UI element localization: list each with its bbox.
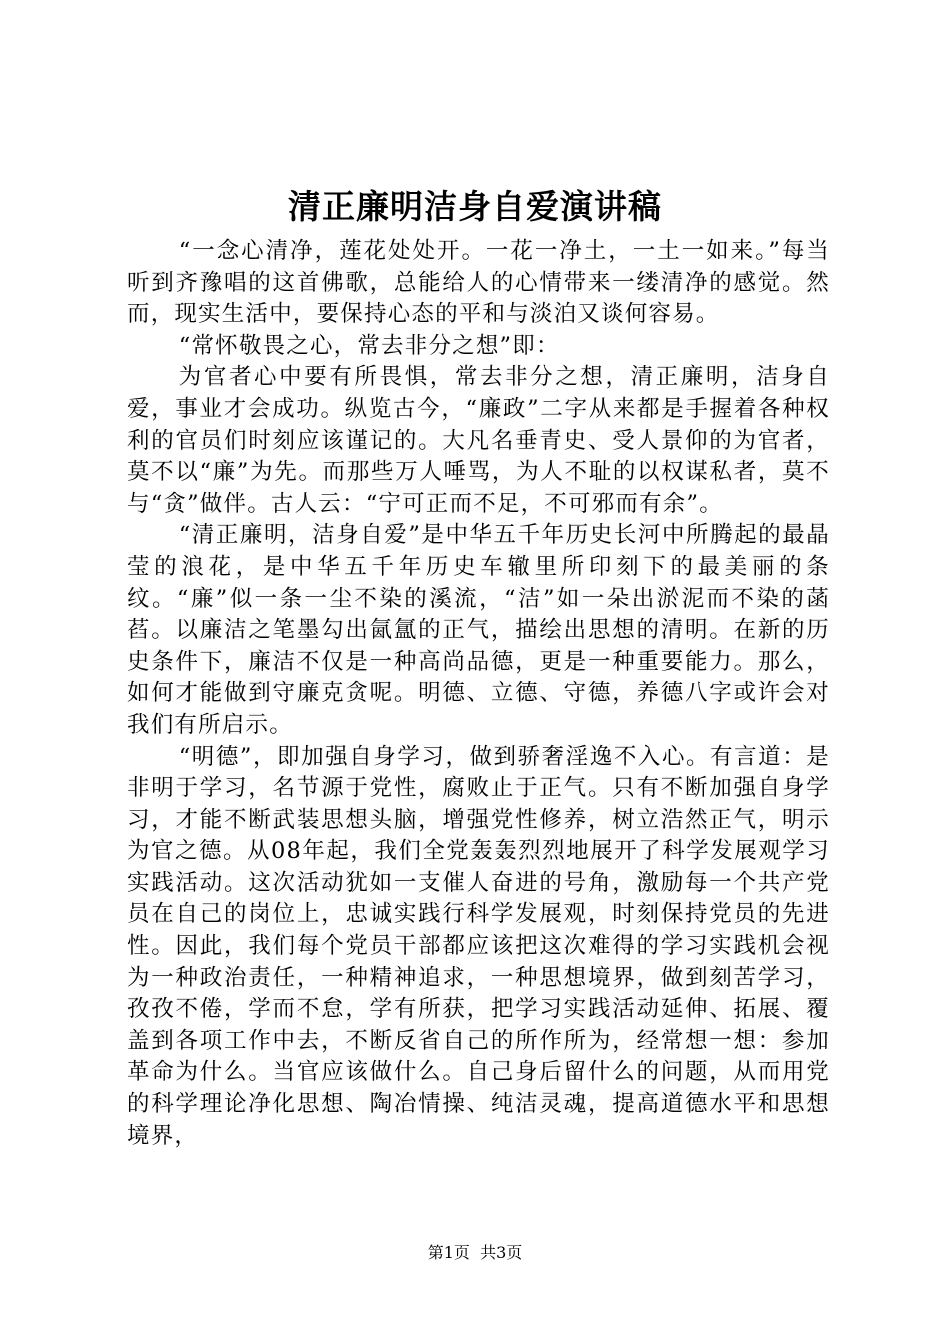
paragraph: “清正廉明，洁身自爱”是中华五千年历史长河中所腾起的最晶莹的浪花，是中华五千年历史车辙里所印刻下的最美丽的条纹。“廉”似一条一尘不染的溪流，“洁”如一朵出淤泥而不染的菡萏。以廉洁之笔墨勾出氤氲的正气，描绘出思想的清明。在新的历史条件下，廉洁不仅是一种高尚品德，更是一种重要能力。那么，如何才能做到守廉克贪呢。明德、立德、守德，养德八字或许会对我们有所启示。 <box>127 522 830 738</box>
footer-separator <box>470 1243 480 1262</box>
paragraph: “明德”，即加强自身学习，做到骄奢淫逸不入心。有言道：是非明于学习，名节源于党性，腐败止于正气。只有不断加强自身学习，才能不断武装思想头脑，增强党性修养，树立浩然正气，明示为官之德。从08年起，我们全党轰轰烈烈地展开了科学发展观学习实践活动。这次活动犹如一支催人奋进的号角，激励每一个共产党员在自己的岗位上，忠诚实践行科学发展观，时刻保持党员的先进性。因此，我们每个党员干部都应该把这次难得的学习实践机会视为一种政治责任，一种精神追求，一种思想境界，做到刻苦学习，孜孜不倦，学而不怠，学有所获，把学习实践活动延伸、拓展、覆盖到各项工作中去，不断反省自己的所作所为，经常想一想：参加革命为什么。当官应该做什么。自己身后留什么的问题，从而用党的科学理论净化思想、陶冶情操、纯洁灵魂，提高道德水平和思想境界， <box>127 743 830 1149</box>
page-total: 共3页 <box>480 1243 523 1262</box>
paragraph: 为官者心中要有所畏惧，常去非分之想，清正廉明，洁身自爱，事业才会成功。纵览古今，“廉政”二字从来都是手握着各种权利的官员们时刻应该谨记的。大凡名垂青史、受人景仰的为官者，莫不以“廉”为先。而那些万人唾骂，为人不耻的以权谋私者，莫不与“贪”做伴。古人云：“宁可正而不足，不可邪而有余”。 <box>127 364 830 517</box>
document-body <box>127 236 830 1152</box>
paragraph: “常怀敬畏之心，常去非分之想”即： <box>178 332 560 359</box>
paragraph: “一念心清净，莲花处处开。一花一净土，一土一如来。”每当听到齐豫唱的这首佛歌，总能给人的心情带来一缕清净的感觉。然而，现实生活中，要保持心态的平和与淡泊又谈何容易。 <box>127 238 830 328</box>
page-footer <box>0 1243 950 1263</box>
page-number: 第1页 <box>427 1243 470 1262</box>
document-title: 清正廉明洁身自爱演讲稿 <box>288 187 662 226</box>
